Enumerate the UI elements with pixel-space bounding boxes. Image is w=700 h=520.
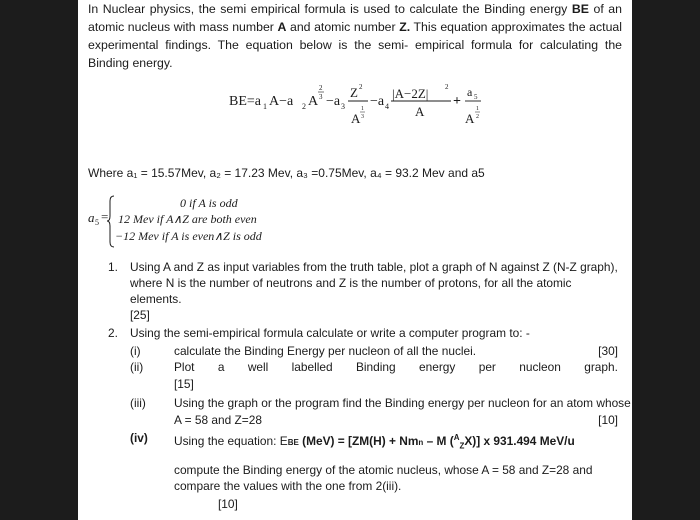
iv-sub2: n: [418, 437, 424, 447]
intro-text: In Nuclear physics, the semi empirical formula is used to calculate the Binding energy: [88, 2, 572, 16]
intro-z: Z.: [399, 20, 411, 34]
q2-part-iii: [130, 395, 631, 429]
q2-ii-words: [174, 359, 618, 375]
eq-sub1: 1: [263, 102, 267, 111]
pw-lhs: a: [88, 210, 95, 225]
eq-plus: +: [453, 94, 461, 109]
q2-ii-word: labelled: [291, 360, 333, 374]
eq-t3: −a: [326, 94, 341, 109]
iv-sup: A: [453, 433, 460, 442]
q2-ii-word: Binding: [355, 360, 396, 374]
document-page: [78, 0, 632, 520]
q2-i-text: calculate the Binding Energy per nucleon of all the nuclei.: [174, 344, 477, 358]
eq-abs-exp: 2: [445, 83, 449, 91]
eq-abs-den: A: [415, 104, 425, 119]
q2-part-i: [130, 343, 618, 359]
eq-t4: −a: [370, 94, 385, 109]
piecewise-definition: [88, 192, 388, 252]
iv-t4: X)] x 931.494 MeV/u: [464, 433, 575, 448]
q2-part-iv: [130, 430, 618, 451]
intro-text-3: and atomic number: [286, 20, 400, 34]
q2-ii-num: (ii): [130, 360, 144, 374]
q2-iii-text: Using the graph or the program find the Binding energy per nucleon for an atom whose: [174, 396, 631, 410]
iv-t3: – M (: [423, 433, 454, 448]
intro-a: A: [277, 20, 287, 34]
intro-be: BE: [571, 2, 589, 16]
q2-ii-word: a: [217, 360, 225, 374]
q1-marks: [25]: [130, 308, 150, 322]
q2-compute: [174, 462, 618, 512]
q2-part-ii: [130, 359, 618, 393]
eq-a5-sub: 5: [474, 93, 478, 101]
eq-a5-den: A: [465, 111, 475, 126]
q1-body: [130, 259, 622, 323]
q2-ii-word: per: [478, 360, 496, 374]
eq-sub4: 4: [385, 102, 389, 111]
pw-case1: 0 if A is odd: [180, 196, 238, 210]
q2-iii-num: (iii): [130, 396, 146, 410]
iv-sub3: Z: [459, 441, 465, 451]
eq-a5-num: a: [467, 85, 473, 99]
equation-svg: [229, 80, 549, 138]
pw-case3: −12 Mev if A is even∧Z is odd: [115, 229, 262, 243]
semi-empirical-equation: [229, 80, 549, 138]
intro-text-4: This equation approximates the actual experimental findings. The equation below is the semi- empirical formula for calculating the Binding energy.: [88, 20, 622, 70]
q2-ii-word: well: [247, 360, 269, 374]
eq-exp-den: 3: [319, 93, 323, 101]
eq-frac-num: Z: [350, 85, 358, 100]
q2-i-num: (i): [130, 344, 141, 358]
eq-t2: A: [308, 94, 319, 109]
pw-case2: 12 Mev if A∧Z are both even: [118, 212, 257, 226]
q2-i-marks: [30]: [598, 344, 618, 358]
eq-sub2: 2: [302, 102, 306, 111]
eq-frac-den-exp-den: 3: [361, 114, 364, 120]
pw-lhs-sub: 5: [95, 218, 99, 227]
pw-eq: =: [101, 209, 109, 224]
iv-t1: Using the equation: E: [174, 433, 288, 448]
constants-line: Where a₁ = 15.57Mev, a₂ = 17.23 Mev, a₃ =0.75Mev, a₄ = 93.2 Mev and a5: [88, 166, 485, 180]
iv-sub: BE: [287, 437, 299, 447]
eq-exp-num: 2: [319, 84, 323, 92]
iv-t2: (MeV) = [ZM(H) + Nm: [298, 433, 419, 448]
eq-a5-den-exp-den: 2: [476, 114, 479, 120]
eq-lhs: BE=a: [229, 94, 261, 109]
eq-t1: A−a: [269, 94, 294, 109]
pw-brace: [107, 196, 114, 247]
q2-iii-text2: A = 58 and Z=28: [174, 413, 262, 427]
q2-ii-word: nucleon: [519, 360, 561, 374]
eq-frac-den-exp-num: 1: [361, 106, 364, 112]
q2-ii-word: energy: [419, 360, 456, 374]
q2-compute-text: compute the Binding energy of the atomic nucleus, whose A = 58 and Z=28 and compare the values with the one from 2(iii).: [174, 463, 593, 493]
q2-number: 2.: [108, 326, 118, 340]
eq-sub3: 3: [341, 102, 345, 111]
eq-frac-den: A: [351, 111, 361, 126]
q2-iv-num: (iv): [130, 431, 148, 445]
q2-iv-equation: [174, 430, 575, 454]
eq-frac-num-exp: 2: [359, 83, 363, 91]
intro-text-2: of an atomic nucleus with mass number: [88, 2, 622, 34]
q2-ii-word: graph.: [584, 360, 618, 374]
q2-ii-word: Plot: [174, 360, 195, 374]
intro-paragraph: [88, 0, 622, 72]
q1-text: Using A and Z as input variables from the truth table, plot a graph of N against Z (N-Z graph), where N is the number of neutrons and Z is the number of protons, for all the atomic elements.: [130, 260, 618, 306]
piecewise-svg: [88, 192, 388, 252]
q1-number: 1.: [108, 260, 118, 274]
q2-iii-marks: [10]: [598, 413, 618, 427]
q2-ii-marks: [15]: [174, 377, 194, 391]
q2-compute-marks: [10]: [218, 497, 238, 511]
eq-a5-den-exp-num: 1: [476, 106, 479, 112]
eq-abs-num: |A−2Z|: [392, 86, 429, 101]
q2-text: Using the semi-empirical formula calculate or write a computer program to: -: [130, 326, 530, 340]
